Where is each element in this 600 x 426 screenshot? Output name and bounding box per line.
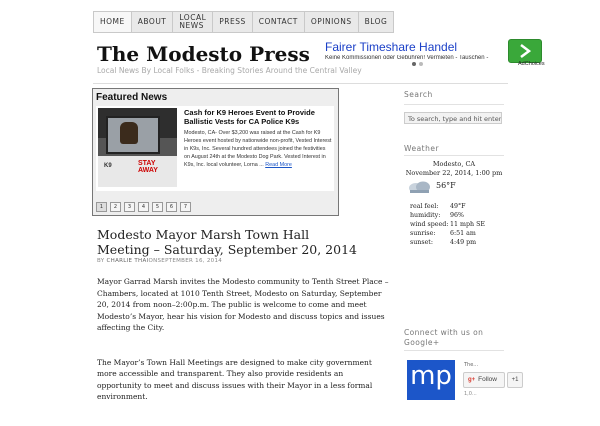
post-author-link[interactable]: CHARLIE THAI <box>106 258 149 264</box>
search-widget-title: Search <box>404 90 433 99</box>
sidebar <box>404 90 504 99</box>
weather-detail-value: 49°F <box>450 203 466 210</box>
gplus-page-logo[interactable]: mp <box>407 360 455 400</box>
weather-detail-row <box>410 229 485 238</box>
ad-dot <box>412 62 416 66</box>
nav-local-news[interactable] <box>173 11 213 33</box>
google-plus-icon: g+ <box>468 377 476 383</box>
post-paragraph: Mayor Garrad Marsh invites the Modesto community to Tenth Street Place – Chambers, located at 1010 Tenth Street, Modesto on Saturday, September 20, 2014 from noon–2:00p.m. The public is welcome to come and meet Modesto’s Mayor, hear his vision for Modesto and discuss topics and issues affecting the City. <box>97 277 389 332</box>
partly-cloudy-icon <box>407 180 431 194</box>
google-plus-badge <box>405 356 519 400</box>
nav-contact[interactable]: CONTACT <box>253 11 305 33</box>
byline-on: ON <box>148 258 158 264</box>
ad-choices[interactable]: AdChoices <box>518 61 545 67</box>
gplus-page-name[interactable]: The... <box>464 362 479 368</box>
search-input[interactable]: To search, type and hit enter <box>404 112 502 124</box>
plus-one-button[interactable]: +1 <box>507 372 523 388</box>
featured-thumbnail[interactable] <box>98 108 177 187</box>
thumb-k9-text: K9 <box>104 163 112 169</box>
weather-detail-value: 96% <box>450 212 464 219</box>
follow-label: Follow <box>478 376 497 383</box>
post-date: SEPTEMBER 16, 2014 <box>157 258 223 264</box>
weather-detail-key: real feel: <box>410 203 439 210</box>
byline-by: BY <box>97 258 105 264</box>
header-divider <box>93 83 508 84</box>
weather-detail-value: 11 mph SE <box>450 221 485 228</box>
pager-item[interactable]: 1 <box>96 202 107 212</box>
weather-detail-value: 4:49 pm <box>450 239 477 246</box>
ad-pagination <box>412 62 423 66</box>
nav-press[interactable]: PRESS <box>213 11 253 33</box>
weather-detail-row <box>410 220 485 229</box>
featured-heading: Featured News <box>96 92 168 103</box>
featured-excerpt <box>184 129 332 169</box>
weather-detail-row <box>410 238 485 247</box>
weather-detail-value: 6:51 am <box>450 230 476 237</box>
pager-item[interactable]: 4 <box>138 202 149 212</box>
post-title[interactable]: Modesto Mayor Marsh Town Hall Meeting – Saturday, September 20, 2014 <box>97 227 357 257</box>
site-tagline: Local News By Local Folks - Breaking Stories Around the Central Valley <box>97 66 362 75</box>
sidebar-divider <box>404 350 504 351</box>
pager-item[interactable]: 5 <box>152 202 163 212</box>
weather-detail-row <box>410 202 485 211</box>
nav-blog[interactable]: BLOG <box>359 11 395 33</box>
weather-widget-title: Weather <box>404 144 440 153</box>
nav-local-news-line1: LOCAL <box>179 13 207 22</box>
post-byline <box>97 258 222 264</box>
featured-headline[interactable]: Cash for K9 Heroes Event to Provide Ballistic Vests for CA Police K9s <box>184 108 315 126</box>
weather-location-block <box>404 160 504 178</box>
thumb-dog <box>120 122 138 144</box>
gplus-follow-button[interactable] <box>463 372 505 388</box>
pager-item[interactable]: 7 <box>180 202 191 212</box>
ad-arrow-button[interactable] <box>508 39 542 63</box>
post-body <box>97 276 389 426</box>
featured-news-box <box>92 88 339 216</box>
weather-detail-row <box>410 211 485 220</box>
chevron-right-icon <box>519 44 531 58</box>
featured-excerpt-text: Modesto, CA- Over $3,200 was raised at the Cash for K9 Heroes event hosted by nationwide non-profit, Vested Interest in K9s, Inc. Several hundred attendees joined the festivities on August 24th at the Modesto Dog Park. Vested Interest in K9s, Inc. local volunteer, Lorna ... <box>184 130 332 168</box>
thumb-stayaway-text: STAY AWAY <box>138 160 158 174</box>
weather-temperature: 56°F <box>436 181 456 190</box>
pager-item[interactable]: 3 <box>124 202 135 212</box>
pager-item[interactable]: 2 <box>110 202 121 212</box>
main-nav <box>93 11 394 31</box>
ad-text[interactable]: Keine Kommissionen oder Gebühren! Vermieten - Tauschen - <box>325 55 489 61</box>
read-more-link[interactable]: Read More <box>265 162 292 168</box>
nav-about[interactable]: ABOUT <box>132 11 174 33</box>
weather-detail-key: sunrise: <box>410 230 436 237</box>
weather-detail-key: humidity: <box>410 212 441 219</box>
weather-location: Modesto, CA <box>432 160 476 168</box>
weather-details <box>410 202 485 247</box>
sidebar-divider <box>404 155 504 156</box>
featured-slide <box>96 106 334 191</box>
nav-opinions[interactable]: OPINIONS <box>305 11 359 33</box>
connect-widget-title: Connect with us on Google+ <box>404 328 484 347</box>
nav-local-news-line2: NEWS <box>179 21 204 30</box>
ad-title[interactable]: Fairer Timeshare Handel <box>325 40 458 54</box>
nav-home[interactable]: HOME <box>93 11 132 33</box>
weather-detail-key: sunset: <box>410 239 433 246</box>
weather-detail-key: wind speed: <box>410 221 449 228</box>
weather-datetime: November 22, 2014, 1:00 pm <box>405 169 503 177</box>
site-title[interactable]: The Modesto Press <box>97 42 310 66</box>
featured-pager <box>96 202 191 212</box>
ad-banner[interactable] <box>322 38 545 72</box>
sidebar-divider <box>404 104 504 105</box>
gplus-follower-count: 1,0... <box>464 391 477 397</box>
post-paragraph: The Mayor’s Town Hall Meetings are designed to make city government more accessible and transparent. They also provide residents an opportunity to meet and discuss issues with their Mayor in a less formal environment. <box>97 357 373 401</box>
ad-dot <box>419 62 423 66</box>
pager-item[interactable]: 6 <box>166 202 177 212</box>
